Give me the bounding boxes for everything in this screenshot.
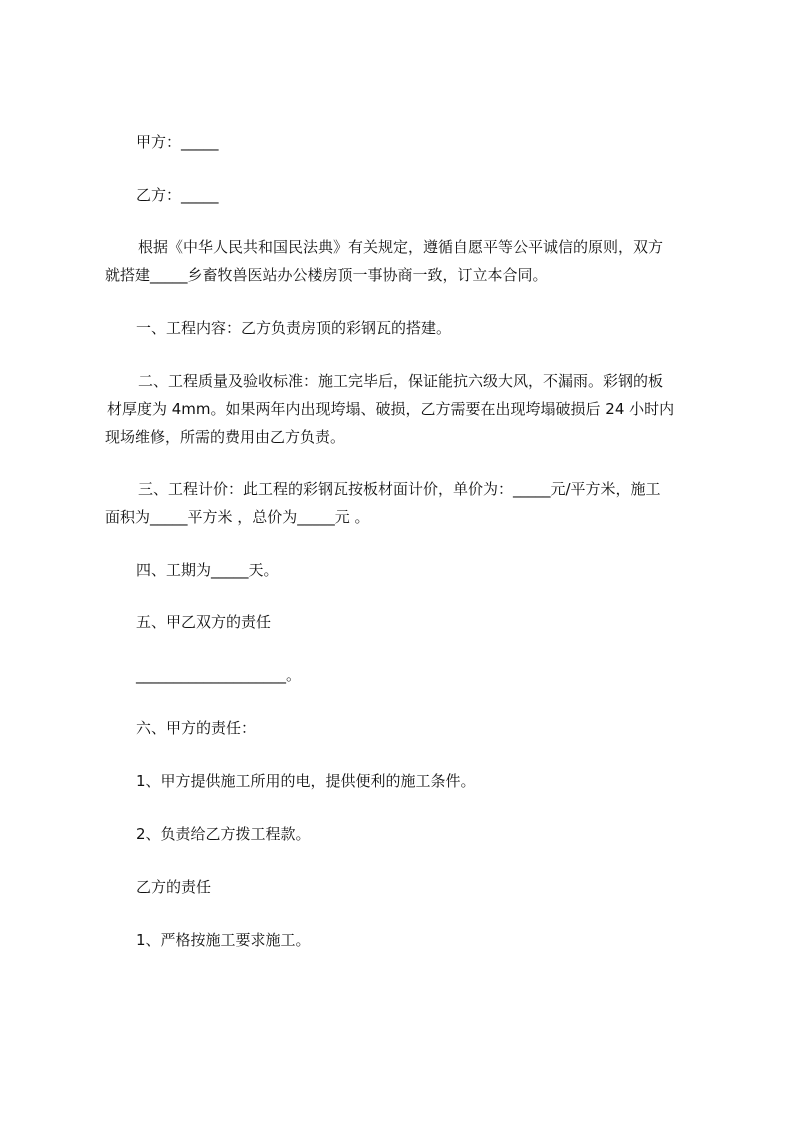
party-a-line: 甲方：_____: [136, 133, 219, 151]
section-4-duration: 四、工期为_____天。: [136, 561, 279, 579]
intro-line-1: 根据《中华人民共和国民法典》有关规定，遵循自愿平等公平诚信的原则，双方: [138, 238, 664, 256]
section-3-line-2: 面积为_____平方米 ，总价为_____元 。: [105, 508, 370, 526]
party-a-duty-1: 1、甲方提供施工所用的电，提供便利的施工条件。: [136, 772, 476, 790]
section-1-content: 一、工程内容：乙方负责房顶的彩钢瓦的搭建。: [136, 319, 452, 337]
intro-line-2: 就搭建_____乡畜牧兽医站办公楼房顶一事协商一致，订立本合同。: [105, 266, 548, 284]
section-5-blank: ____________________。: [136, 666, 302, 684]
party-b-duty-title: 乙方的责任: [136, 878, 212, 896]
section-5-title: 五、甲乙双方的责任: [136, 613, 272, 631]
section-2-line-3: 现场维修，所需的费用由乙方负责。: [105, 428, 346, 446]
section-2-line-2: 材厚度为 4mm。如果两年内出现垮塌、破损，乙方需要在出现垮塌破损后 24 小时内: [107, 400, 675, 418]
section-2-line-1: 二、工程质量及验收标准：施工完毕后，保证能抗六级大风，不漏雨。彩钢的板: [138, 372, 664, 390]
party-b-line: 乙方：_____: [136, 186, 219, 204]
section-3-line-1: 三、工程计价：此工程的彩钢瓦按板材面计价，单价为：_____元/平方米，施工: [138, 480, 661, 498]
party-a-duty-2: 2、负责给乙方拨工程款。: [136, 825, 311, 843]
party-b-duty-1: 1、严格按施工要求施工。: [136, 931, 311, 949]
section-6-title: 六、甲方的责任：: [136, 719, 257, 737]
